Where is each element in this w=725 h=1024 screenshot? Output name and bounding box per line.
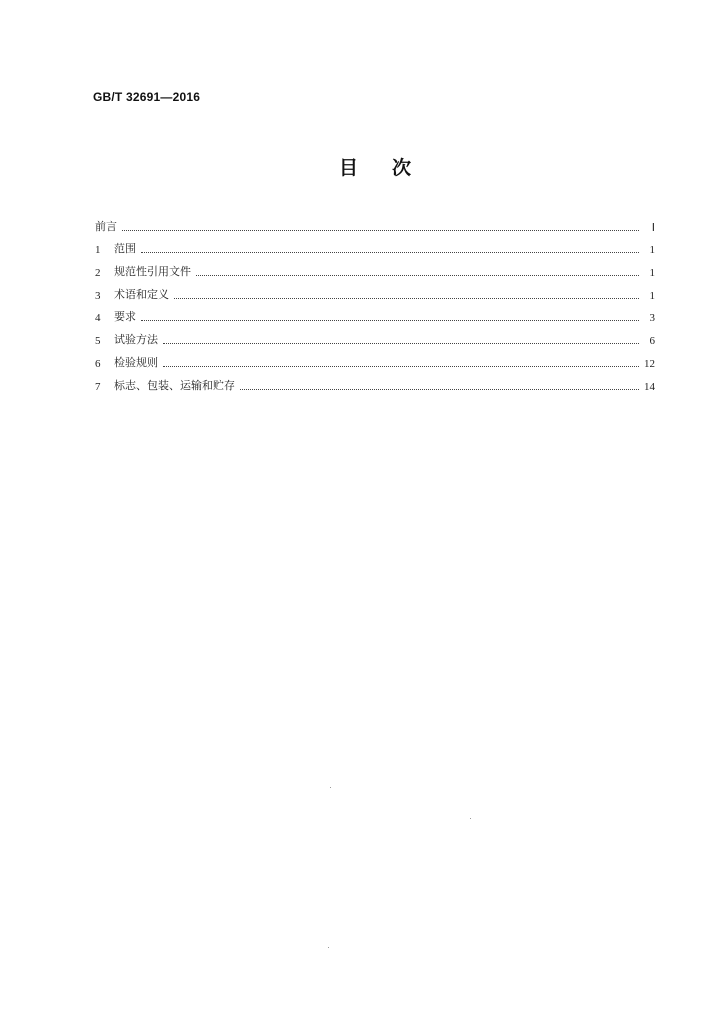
toc-entry-test-methods[interactable] <box>95 324 655 347</box>
toc-entry-number: 5 <box>95 335 101 348</box>
toc-entry-number: 3 <box>95 289 101 302</box>
toc-leader-dots <box>141 319 639 321</box>
toc-title: 目次 <box>339 157 446 179</box>
toc-entry-terms-definitions[interactable] <box>95 279 655 302</box>
toc-entry-label: 检验规则 <box>114 355 158 369</box>
toc-entry-label: 前言 <box>95 219 117 233</box>
toc-entry-label: 范围 <box>114 242 136 256</box>
toc-leader-dots <box>163 365 639 367</box>
toc-entry-label: 要求 <box>114 310 136 324</box>
toc-entry-label: 试验方法 <box>114 333 158 347</box>
toc-entry-number: 1 <box>95 244 101 257</box>
toc-entry-label: 标志、包装、运输和贮存 <box>114 378 235 392</box>
toc-entry-requirements[interactable] <box>95 302 655 325</box>
toc-entry-page: 1 <box>649 244 655 257</box>
toc-leader-dots <box>174 297 639 299</box>
toc-leader-dots <box>141 251 639 253</box>
toc-leader-dots <box>122 229 639 231</box>
toc-entry-number: 7 <box>95 380 101 393</box>
toc-entry-scope[interactable] <box>95 234 655 257</box>
toc-leader-dots <box>196 274 639 276</box>
toc-entry-page: 14 <box>644 380 655 393</box>
toc-entry-page: 6 <box>649 335 655 348</box>
toc-entry-number: 6 <box>95 357 101 370</box>
toc-entry-page: 1 <box>649 289 655 302</box>
toc-leader-dots <box>163 342 639 344</box>
table-of-contents <box>95 211 655 393</box>
toc-entry-inspection-rules[interactable] <box>95 347 655 370</box>
toc-entry-normative-references[interactable] <box>95 256 655 279</box>
scan-speck <box>330 787 331 788</box>
standard-code: GB/T 32691—2016 <box>93 90 201 104</box>
toc-entry-marking-packaging[interactable] <box>95 370 655 393</box>
toc-entry-number: 4 <box>95 312 101 325</box>
scan-speck <box>328 947 329 948</box>
toc-entry-page: 1 <box>649 267 655 280</box>
toc-entry-page: Ⅰ <box>651 221 655 234</box>
toc-entry-number: 2 <box>95 267 101 280</box>
toc-entry-page: 12 <box>644 357 655 370</box>
toc-entry-page: 3 <box>649 312 655 325</box>
scan-speck <box>470 818 471 819</box>
toc-entry-label: 术语和定义 <box>114 287 169 301</box>
toc-entry-label: 规范性引用文件 <box>114 265 191 279</box>
toc-entry-foreword[interactable] <box>95 211 655 234</box>
toc-leader-dots <box>240 388 639 390</box>
